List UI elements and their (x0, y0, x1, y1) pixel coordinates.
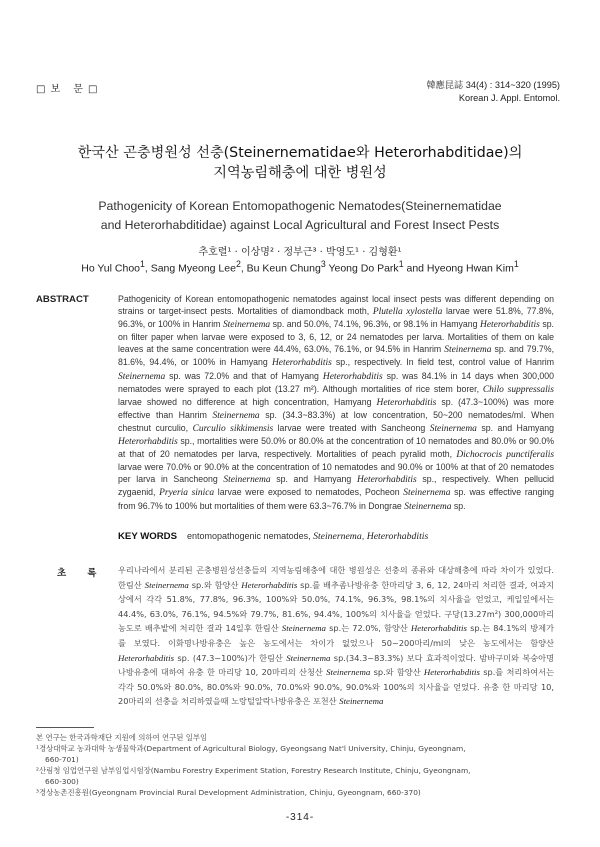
footnote-divider (36, 727, 94, 728)
author-name: Bu Keun Chung (246, 262, 321, 275)
journal-header (426, 79, 560, 105)
english-authors: Ho Yul Choo$^1$, Sang Myeong Lee$^2$, Bu Keun Chung$^3$ Yeong Do Park$^1$ and Hyeong Hwan Kim$^1$ (81, 259, 519, 275)
species-name: Heterorhabditis (271, 358, 332, 369)
species-name: Chilo suppressalis (482, 384, 554, 395)
abstract-body: Pathogenicity of Korean entomopathogenic nematodes against local insect pests was different depending on strains or target-insect pests. Mortalities of diamondback moth, Plutella xylostella larvae were 51.8%, 77.8%, 96.3%, or 100% in Hanrim Steinernema sp. and 50.0%, 74.1%, 96.3%, or 98.1% in Hamyang Heterorhabditis sp. on filter paper when larvae were exposed to 3, 6, 12, or 24 nematodes per larva. Mortalities of them on kale leaves at the same concentration were 44.4%, 63.0%, 76.1%, or 94.5% in Hanrim Steinernema sp. and 79.7%, 81.6%, 94.4%, or 100% in Hamyang Heterorhabditis sp., respectively. In field test, control value of Hanrim Steinernema sp. was 72.0% and that of Hamyang Heterorhabditis sp. was 84.1% in 14 days when 300,000 nematodes were sprayed to each plot (13.27 m²). Although mortalities of rice stem borer, Chilo suppressalis larvae showed no difference at high concentration, Hamyang Heterorhabditis sp. (47.3~100%) was more effective than Hanrim Steinernema sp. (34.3~83.3%) at low concentration, 50~200 nematodes/ml. When chestnut curculio, Curculio sikkimensis larvae were treated with Sancheong Steinernema sp. and Hamyang Heterorhabditis sp., mortalities were 50.0% or 80.0% at the concentration of 10 nematodes and 80.0% or 90.0% at that of 20 nematodes per larva, respectively. Mortalities of peach pyralid moth, Dichocrocis punctiferalis larvae were 70.0% or 90.0% at the concentration of 10 nematodes and 90.0% or 100% at that of 20 nematodes per larva in Sancheong Steinernema sp. and Hamyang Heterorhabditis sp., respectively. When pellucid zygaenid, Pryeria sinica larvae were exposed to nematodes, Pocheon Steinernema sp. was effective ranging from 96.7% to 100% but mortalities of them were 63.3~76.7% in Dongrae Steinernema sp. (118, 294, 555, 512)
species-name: Plutella xylostella (372, 307, 443, 318)
journal-citation: 韓應昆誌 34(4) : 314~320 (1995) (426, 80, 560, 90)
footnote-affiliation-1: ¹경상대학교 농과대학 농생물학과(Department of Agricultural Biology, Gyeongsang Nat'l University, Chinju, Gyeongnam, (36, 744, 466, 753)
species-name: Curculio sikkimensis (192, 423, 274, 434)
species-name: Heterorhabditis (118, 437, 178, 448)
korean-abstract-body: 우리나라에서 분리된 곤충병원성선충들의 지역농림해충에 대한 병원성은 선충의 종류와 대상해충에 따라 차이가 있었다. 한림산 Steinernema sp.와 함양산 Heterorhabditis sp.를 배추좀나방유충 한마리당 3, 6, 12, 24마리 처리한 결과, 여과지상에서 각각 51.8%, 77.8%, 96.3%, 100%와 50.0%, 74.1%, 96.3%, 98.1%의 치사율을 얻었고, 케일잎에서는 44.4%, 63.0%, 76.1%, 94.5%와 79.7%, 81.6%, 94.4%, 100%의 치사율을 얻었다. 구당(13.27m²) 300,000마리 농도로 배추밭에 처리한 결과 14일후 한림산 Steinernema sp.는 72.0%, 함양산 Heterorhabditis sp.는 84.1%의 방제가를 보였다. 이화명나방유충은 높은 농도에서는 차이가 없었으나 50~200마리/ml의 낮은 농도에서는 함양산 Heterorhabditis sp. (47.3~100%)가 한림산 Steinernema sp.(34.3~83.3%) 보다 효과적이었다. 밤바구미와 복숭아명나방유충에 대하여 유충 한 마리당 10, 20마리의 산청산 Steinernema sp.와 함양산 Heterorhabditis sp.를 처리하여서는 각각 50.0%와 80.0%, 80.0%와 90.0%, 70.0%와 90.0%, 90.0%와 100%의 치사율을 얻었다. 유충 한 마리당 10, 20마리의 선충을 처리하였을때 노랑털알락나방유충은 포천산 Steinernema (118, 565, 554, 707)
page-number: -314- (285, 812, 315, 823)
key-words-label: KEY WORDS (118, 531, 177, 542)
species-name: Heterorhabditis (322, 371, 383, 382)
footnote-funding: 본 연구는 한국과학재단 지원에 의하여 연구된 일부임 (36, 733, 208, 742)
author-name: Hyeong Hwan Kim (426, 262, 514, 275)
species-name: Dichocrocis punctiferalis (456, 450, 554, 461)
author-name: Ho Yul Choo (81, 262, 140, 275)
affiliation-mark: 2 (235, 259, 241, 269)
footnote-affiliation-2: ²산림청 임업연구원 남부임업시험장(Nambu Forestry Experiment Station, Forestry Research Institute, Chinju, Gyeongnam, (36, 766, 471, 775)
author-name: Sang Myeong Lee (150, 262, 236, 275)
article-category: □보 문□ (36, 84, 103, 95)
species-name: Steinernema (223, 475, 271, 486)
korean-abstract-label: 초 록 (57, 568, 98, 579)
journal-name: Korean J. Appl. Entomol. (458, 93, 560, 103)
english-title-line-2: and Heterorhabditidae) against Local Agricultural and Forest Insect Pests (100, 218, 500, 232)
species-name: Heterorhabditis (376, 397, 437, 408)
korean-title-line-1: 한국산 곤충병원성 선충(Steinernematidae와 Heterorhabditidae)의 (77, 145, 523, 161)
species-name: Steinernema (403, 488, 451, 499)
affiliation-mark: 1 (398, 259, 404, 269)
author-name: Yeong Do Park (328, 262, 399, 275)
species-name: Steinernema (444, 345, 492, 356)
affiliation-mark: 1 (513, 259, 519, 269)
species-name: Steinernema (118, 371, 166, 382)
species-name: Pryeria sinica (159, 488, 215, 499)
footnote-affiliation-2-cont: 660-300) (45, 777, 79, 786)
korean-title-line-2: 지역농림해충에 대한 병원성 (213, 165, 387, 181)
korean-authors: 추호렬¹ · 이상명² · 정부근³ · 박영도¹ · 김형환¹ (198, 247, 402, 258)
affiliation-mark: 1 (140, 259, 145, 269)
affiliation-mark: 3 (320, 259, 326, 269)
footnotes (36, 732, 556, 798)
abstract-label: ABSTRACT (36, 294, 89, 305)
species-name: Heterorhabditis (480, 320, 540, 331)
key-words: KEY WORDS entomopathogenic nematodes, Steinernema, Heterorhabditis (118, 531, 429, 542)
species-name: Heterorhabditis (356, 475, 417, 486)
footnote-affiliation-3: ³경상농촌진흥원(Gyeongnam Provincial Rural Development Administration, Chinju, Gyeongnam, 660-370) (36, 788, 421, 797)
species-name: Steinernema (212, 410, 260, 421)
footnote-affiliation-1-cont: 660-701) (45, 755, 79, 764)
species-name: Steinernema (222, 320, 271, 331)
english-title-line-1: Pathogenicity of Korean Entomopathogenic Nematodes(Steinernematidae (98, 199, 502, 213)
species-name: Steinernema (429, 423, 477, 434)
species-name: Steinernema (404, 501, 452, 512)
